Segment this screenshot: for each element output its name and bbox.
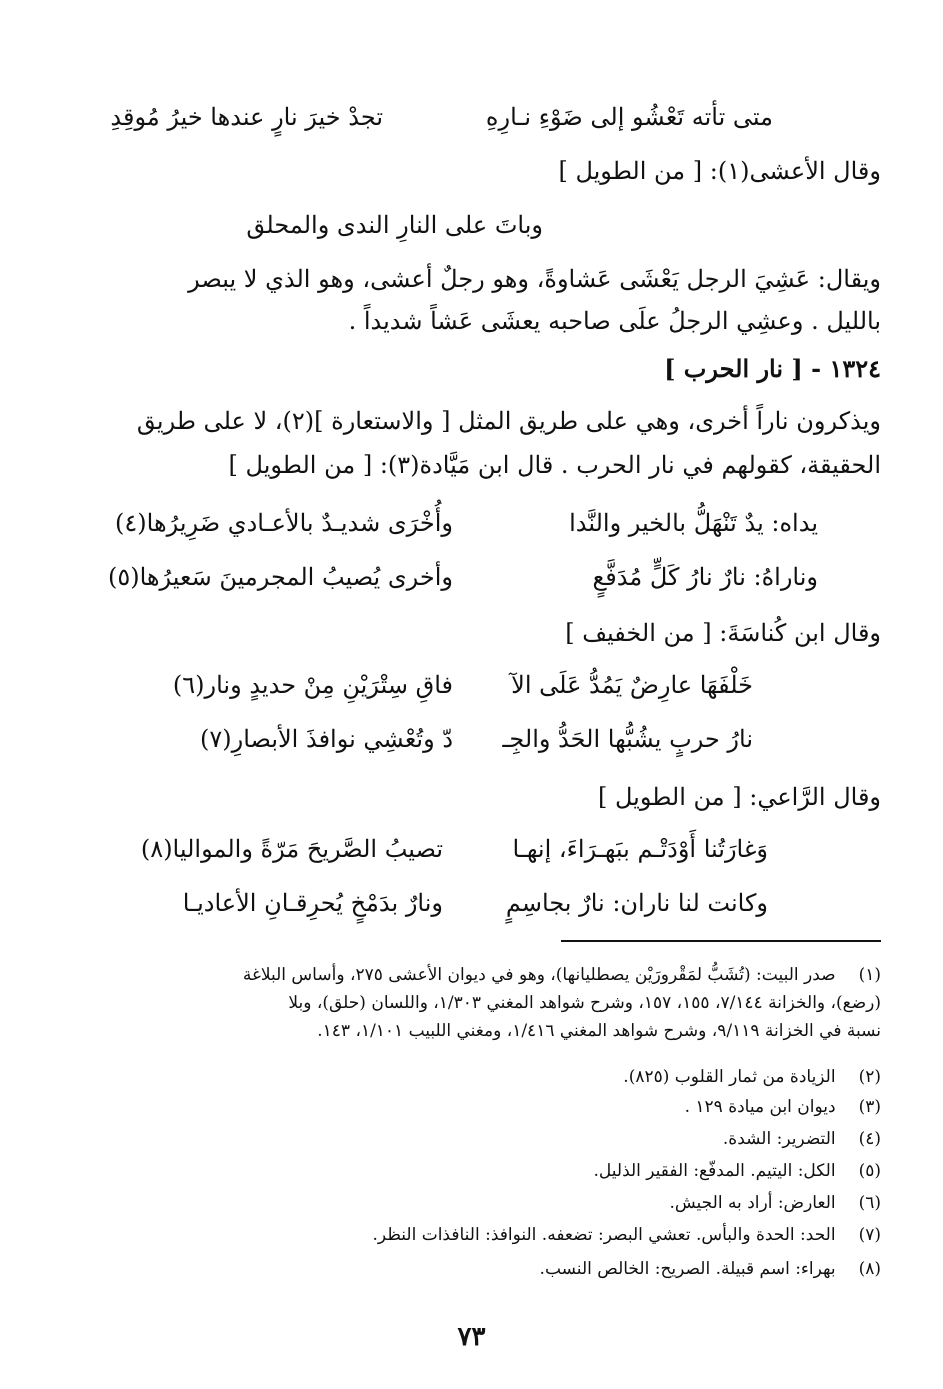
footnote-number: (٥) [858, 1161, 881, 1181]
section-heading: ١٣٢٤ - [ نار الحرب ] [664, 354, 881, 383]
footnote-text: الزيادة من ثمار القلوب (٨٢٥). [623, 1067, 836, 1087]
footnote-text: العارض: أراد به الجيش. [669, 1193, 836, 1213]
rai-verse-1-second: تصيبُ الصَّريحَ مَرّةً والمواليا(٨) [140, 835, 443, 863]
footnote-1-line-1 [243, 962, 881, 988]
footnote-number: (٨) [858, 1259, 881, 1279]
verse-top-second-hemistich: تجدْ خيرَ نارٍ عندها خيرُ مُوقِدِ [110, 103, 383, 131]
kunasa-verse-1-second: فاقِ سِتْرَيْنِ مِنْ حديدٍ ونار(٦) [172, 671, 453, 699]
rai-verse-2-first: وكانت لنا ناران: نارٌ بجاسِمٍ [505, 889, 768, 917]
footnote-8 [540, 1256, 881, 1282]
footnote-number: (٧) [858, 1225, 881, 1245]
footnote-7 [373, 1222, 881, 1248]
verse-top-first-hemistich: متى تأته تَعْشُو إلى ضَوْءِ نـارِهِ [485, 103, 773, 131]
footnote-text: بهراء: اسم قبيلة. الصريح: الخالص النسب. [539, 1259, 836, 1279]
kunasa-verse-2-first: نارُ حربٍ يشُبُّها الحَدُّ والجِـ [502, 725, 753, 753]
footnote-number: (٢) [858, 1067, 881, 1087]
footnote-text: التضرير: الشدة. [722, 1129, 836, 1149]
a3sha-verse: وباتَ على النارِ الندى والمحلق [246, 211, 543, 239]
prose-1-line-2: بالليل . وعشِي الرجلُ علَى صاحبه يعشَى عَشاً شديداً . [348, 307, 881, 335]
footnote-number: (٤) [858, 1129, 881, 1149]
kunasa-verse-1-first: خَلْفَهَا عارِضٌ يَمُدُّ عَلَى الآ [511, 671, 753, 699]
footnote-6 [669, 1190, 881, 1216]
mayyada-verse-1-first: يداه: يدٌ تَنْهَلُّ بالخير والنَّدا [569, 509, 818, 537]
footnote-5 [593, 1158, 881, 1184]
rai-verse-1-first: وَغارَتُنا أَوْدَتْـم ببَهـرَاءَ، إنهـا [512, 835, 768, 863]
mayyada-verse-2-first: وناراهُ: نارٌ نارُ كَلٍّ مُدَفَّعٍ [592, 563, 818, 591]
footnote-number: (٦) [858, 1193, 881, 1213]
kunasa-verse-2-second: دّ وتُعْشِي نوافذَ الأبصارِ(٧) [199, 725, 453, 753]
prose-2-line-1: ويذكرون ناراً أخرى، وهي على طريق المثل [ والاستعارة ](٢)، لا على طريق [136, 407, 881, 435]
mayyada-verse-1-second: وأُخْرَى شديـدٌ بالأعـادي ضَرِيرُها(٤) [115, 509, 453, 537]
footnote-text: صدر البيت: (تُشَبُّ لمَقْرورَيْن يصطليانها)، وهو في ديوان الأعشى ٢٧٥، وأساس البلاغة [242, 965, 836, 985]
prose-1-line-1: ويقال: عَشِيَ الرجل يَعْشَى عَشاوةً، وهو رجلٌ أعشى، وهو الذي لا يبصر [188, 265, 881, 293]
rai-verse-2-second: ونارٌ بدَمْخٍ يُحرِقـانِ الأعاديـا [182, 889, 443, 917]
prose-2-line-2: الحقيقة، كقولهم في نار الحرب . قال ابن مَيَّادة(٣): [ من الطويل ] [228, 451, 881, 479]
footnote-text: الحد: الحدة والبأس. تعشي البصر: تضعفه. النوافذ: النافذات النظر. [372, 1225, 836, 1245]
page-number: ٧٣ [457, 1322, 486, 1352]
footnote-divider [561, 940, 881, 942]
footnote-3 [685, 1094, 881, 1120]
footnote-number: (٣) [858, 1097, 881, 1117]
footnote-number: (١) [858, 965, 881, 985]
footnote-2 [623, 1064, 881, 1090]
rai-intro: وقال الرَّاعي: [ من الطويل ] [597, 783, 881, 811]
footnote-text: الكل: اليتيم. المدفّع: الفقير الذليل. [593, 1161, 836, 1181]
footnote-4 [723, 1126, 881, 1152]
mayyada-verse-2-second: وأخرى يُصيبُ المجرمينَ سَعيرُها(٥) [107, 563, 453, 591]
footnote-text: ديوان ابن ميادة ١٢٩ . [684, 1097, 836, 1117]
footnote-1-line-2: (رضع)، والخزانة ٧/١٤٤، ١٥٥، ١٥٧، وشرح شواهد المغني ١/٣٠٣، واللسان (حلق)، وبلا [288, 993, 881, 1013]
kunasa-intro: وقال ابن كُناسَةَ: [ من الخفيف ] [565, 619, 881, 647]
footnote-1-line-3: نسبة في الخزانة ٩/١١٩، وشرح شواهد المغني ١/٤١٦، ومغني اللبيب ١/١٠١، ١٤٣. [317, 1021, 881, 1041]
a3sha-intro: وقال الأعشى(١): [ من الطويل ] [558, 157, 881, 185]
